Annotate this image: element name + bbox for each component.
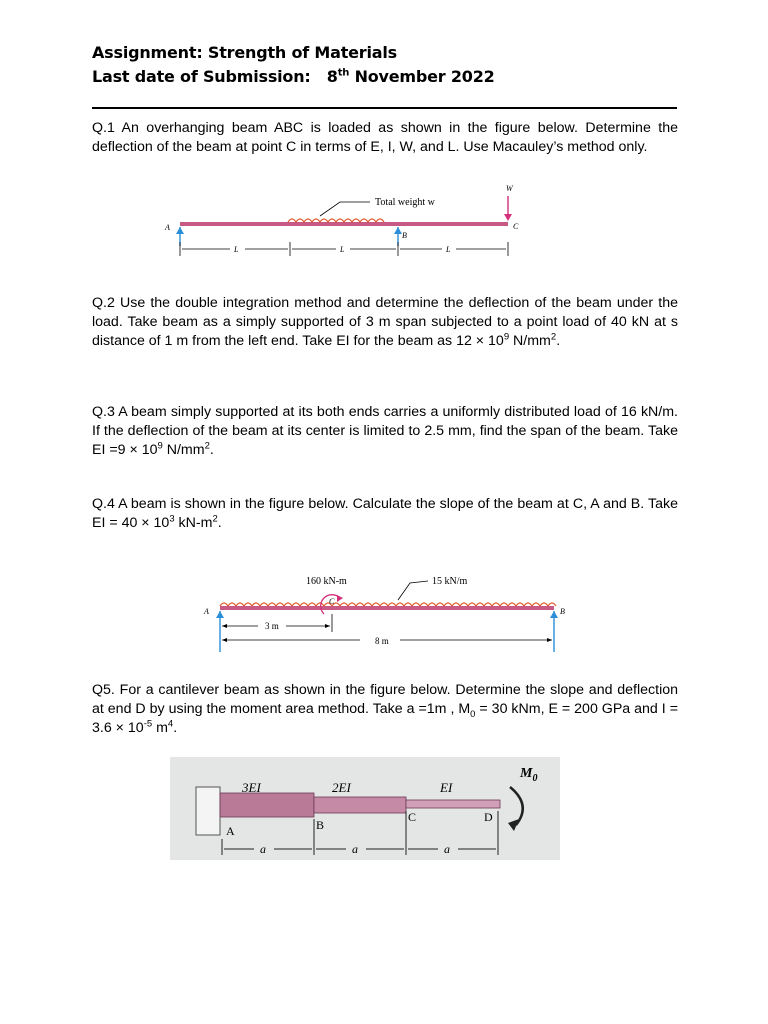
q5-segment-2ei: [314, 797, 406, 813]
q2-exp1: 9: [503, 331, 510, 343]
q4-udl-leader: [398, 581, 428, 600]
q4-text: Q.4 A beam is shown in the figure below. Calculate the slope of the beam at C, A and B. Take EI = 40 × 10: [92, 496, 678, 531]
q4-udl-label: 15 kN/m: [432, 576, 468, 587]
q5-text-mid: = 30 kNm, E = 200 GPa and I = 3.6 × 10: [92, 701, 678, 736]
q5-segment-3ei: [220, 793, 314, 817]
q5-dim-3: a: [444, 842, 450, 856]
date-suffix: th: [337, 67, 350, 79]
question-4: [92, 495, 678, 533]
q5-label-ei: EI: [440, 780, 453, 795]
q4-udl: [220, 603, 556, 606]
q3-exp1: 9: [157, 440, 163, 452]
q4-figure: [200, 570, 580, 655]
q3-end: .: [209, 442, 214, 458]
q4-end: .: [217, 515, 222, 531]
q5-exp1: -5: [143, 718, 153, 730]
q5-fixed-wall: [196, 787, 220, 835]
q1-label-a: A: [165, 223, 170, 232]
q3-text: Q.3 A beam simply supported at its both ends carries a uniformly distributed load of 16 kN/m. If the deflection of the beam at its center is limited to 2.5 mm, find the span of the beam. Take EI =9 × 10: [92, 404, 678, 458]
q1-span-1: L: [234, 245, 239, 254]
q4-exp1: 3: [169, 513, 175, 525]
q1-figure: [150, 180, 530, 270]
q2-exp2: 2: [550, 331, 557, 343]
date-rest: November 2022: [354, 67, 495, 86]
question-1: Q.1 An overhanging beam ABC is loaded as shown in the figure below. Determine the deflection of the beam at point C in terms of E, I, W, and L. Use Macauley’s method only.: [92, 120, 678, 155]
q1-label-b: B: [402, 231, 407, 240]
q5-label-2ei: 2EI: [332, 780, 351, 795]
q5-figure: [170, 757, 560, 860]
q4-moment-head: [337, 595, 343, 602]
q2-end: .: [556, 333, 561, 349]
question-5: [92, 681, 678, 738]
q1-span-2: L: [340, 245, 345, 254]
q4-dim-2: 8 m: [375, 636, 389, 646]
header-divider: [92, 107, 677, 109]
q5-label-d: D: [484, 810, 493, 824]
q5-moment-sub: 0: [532, 773, 538, 784]
q1-span-3: L: [446, 245, 451, 254]
q5-segment-ei: [406, 800, 500, 808]
q5-sub0: 0: [470, 708, 476, 720]
q5-dim-2: a: [352, 842, 358, 856]
q4-label-b: B: [560, 607, 565, 616]
q5-label-a: A: [226, 824, 235, 838]
q1-label-c: C: [513, 222, 519, 231]
date-day: 8: [326, 67, 338, 86]
q4-label-a: A: [204, 607, 209, 616]
q3-exp2: 2: [204, 440, 210, 452]
q5-exp2: 4: [167, 718, 174, 730]
q2-unit: N/mm: [509, 333, 551, 349]
q4-exp2: 2: [212, 513, 218, 525]
q5-dim-1: a: [260, 842, 266, 856]
q5-unit: m: [152, 720, 168, 736]
q1-load-label: Total weight w: [375, 197, 435, 208]
q5-end: .: [173, 720, 178, 736]
q1-load-leader: [320, 202, 370, 216]
q4-support-b-head: [550, 611, 558, 618]
q3-unit: N/mm: [162, 442, 205, 458]
q1-support-b-head: [394, 227, 402, 234]
assignment-title: Assignment: Strength of Materials: [92, 43, 397, 62]
q4-support-a-head: [216, 611, 224, 618]
q4-dim-1: 3 m: [265, 621, 279, 631]
q4-unit: kN-m: [174, 515, 213, 531]
q1-support-a-head: [176, 227, 184, 234]
q4-moment-label: 160 kN-m: [306, 576, 347, 587]
q4-label-c: C: [329, 597, 335, 606]
q1-point-load-head: [504, 214, 512, 221]
question-3: [92, 403, 678, 460]
question-2: [92, 294, 678, 351]
date-label: Last date of Submission:: [92, 67, 311, 86]
q5-label-3ei: 3EI: [242, 780, 261, 795]
q5-text: Q5. For a cantilever beam as shown in the figure below. Determine the slope and deflection at end D by using the moment area method. Take a =1m , M: [92, 682, 678, 717]
q4-beam: [220, 606, 554, 610]
q5-moment-main: M: [520, 766, 533, 781]
q1-udl: [288, 219, 384, 222]
q5-label-c: C: [408, 810, 417, 824]
q5-label-b: B: [316, 818, 325, 832]
q1-point-load-label: W: [506, 184, 513, 193]
q2-text: Q.2 Use the double integration method and determine the deflection of the beam under the load. Take beam as a simply supported of 3 m span subjected to a point load of 40 kN at s distance of 1 m from the left end. Take EI for the beam as 12 × 10: [92, 295, 678, 349]
submission-date: [92, 67, 495, 87]
